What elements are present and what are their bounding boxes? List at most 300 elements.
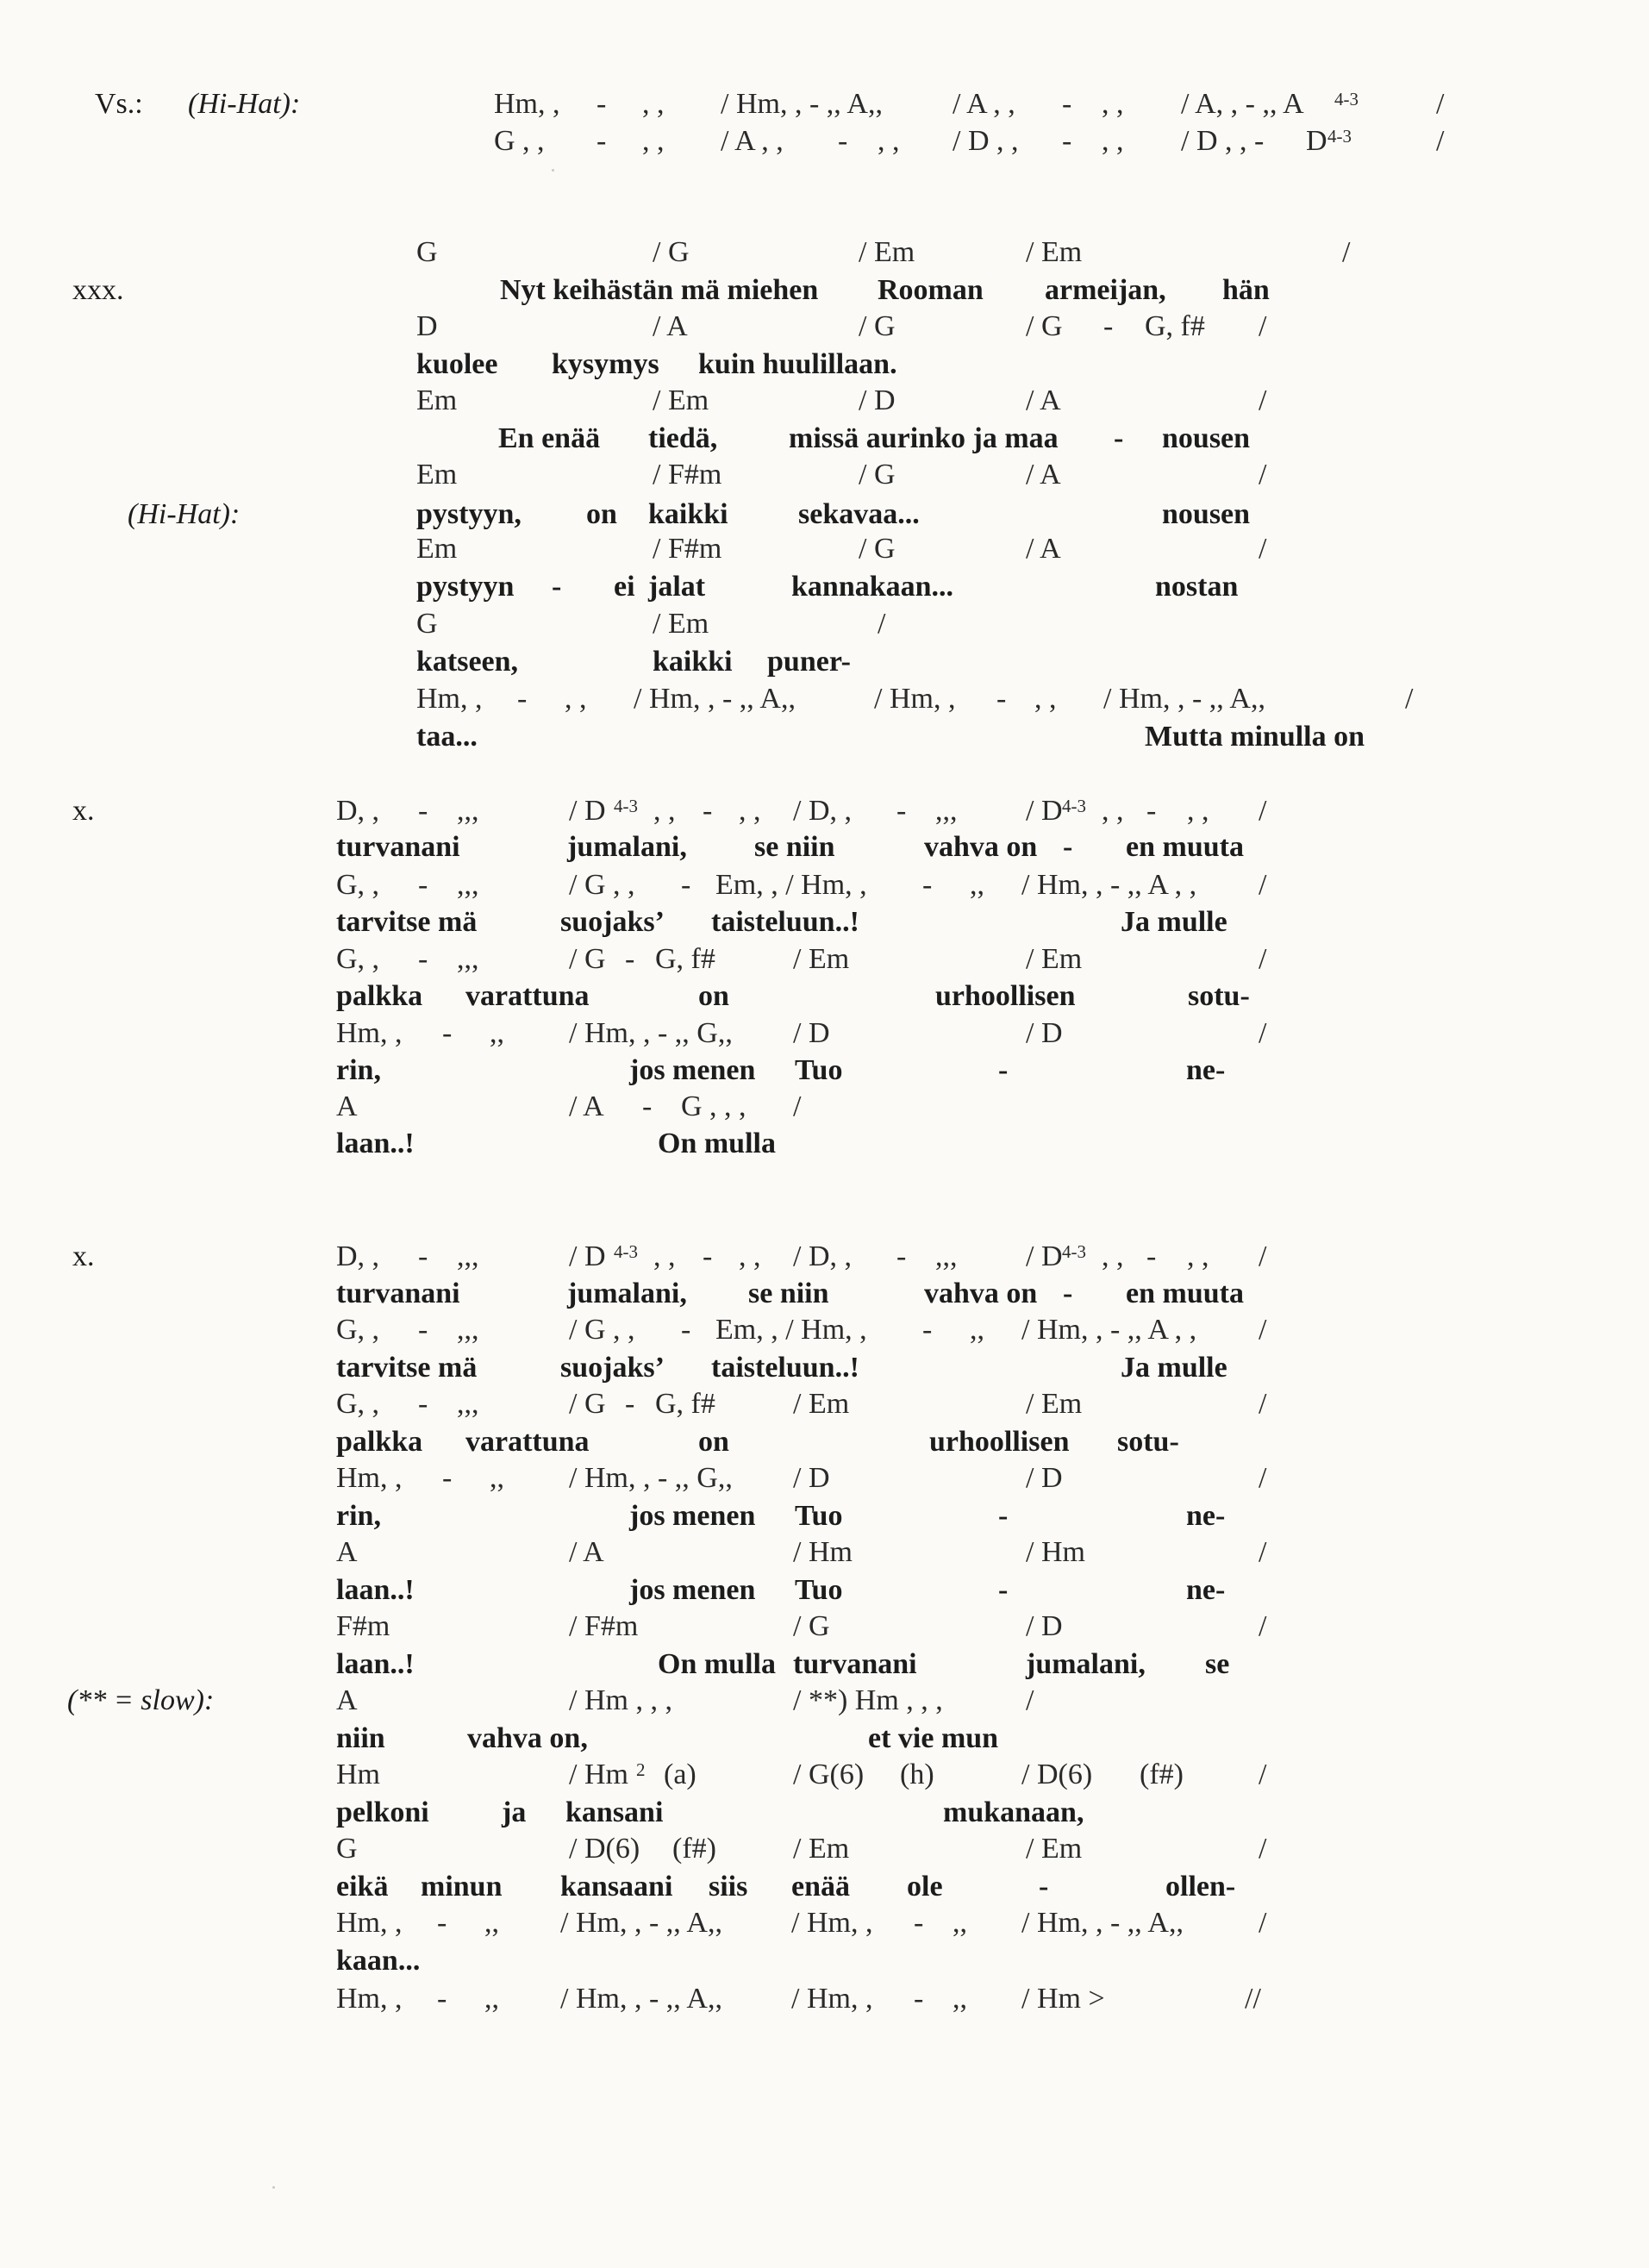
chord: (f#)	[1140, 1759, 1184, 1790]
chord: -	[442, 1462, 453, 1494]
chorus1-lyrics-3	[0, 978, 1649, 1015]
chord: / G(6)	[793, 1759, 865, 1790]
verse3-lyrics-5	[0, 569, 1649, 605]
lyric: ei	[614, 571, 635, 603]
chord: /	[1405, 683, 1414, 715]
lyric: mukanaan,	[943, 1796, 1084, 1828]
chord: /	[1259, 1759, 1267, 1790]
chorus2-lyrics-9	[0, 1869, 1649, 1905]
chord: / Hm, ,	[791, 1983, 873, 2015]
chord: -	[1146, 1240, 1157, 1272]
chord: A	[336, 1090, 358, 1122]
chord-superscript: 4-3	[614, 1241, 638, 1262]
chord: / Hm	[1026, 1536, 1085, 1568]
lyric: urhoollisen	[929, 1426, 1070, 1458]
lyric: urhoollisen	[935, 980, 1076, 1012]
lyric: se niin	[754, 831, 835, 863]
lyric: pelkoni	[336, 1796, 429, 1828]
chord: / Hm, ,	[874, 683, 956, 715]
chord: /	[1259, 384, 1267, 416]
lyric: jumalani,	[567, 831, 687, 863]
lyric: puner-	[767, 646, 851, 678]
chord: Hm, ,	[336, 1462, 403, 1494]
chord: , ,	[653, 1240, 676, 1272]
chord: ,,	[484, 1907, 499, 1939]
chorus1-lyrics-4	[0, 1053, 1649, 1089]
chord: G, ,	[336, 1388, 380, 1420]
chord: ,,	[484, 1983, 499, 2015]
chord: G, ,	[336, 1314, 380, 1346]
chord: -	[437, 1983, 447, 2015]
chord: / Em	[1026, 236, 1083, 268]
lyric: eikä	[336, 1871, 389, 1902]
chord: ,,,	[457, 869, 479, 901]
lyric: en muuta	[1126, 831, 1244, 863]
chord: ,,	[970, 1314, 984, 1346]
chord: -	[996, 683, 1007, 715]
lyric: sotu-	[1117, 1426, 1179, 1458]
chord: D, ,	[336, 1240, 380, 1272]
chord: / **) Hm , , ,	[793, 1684, 943, 1716]
chorus2-label: x.	[72, 1240, 95, 1272]
chord: /	[1436, 88, 1445, 120]
verse3-chords-2	[0, 309, 1649, 345]
chord: / Hm	[569, 1759, 628, 1790]
lyric: on	[698, 1426, 729, 1458]
verse3-lyrics-3	[0, 421, 1649, 457]
lyric: kysymys	[552, 348, 659, 380]
lyric: Mutta minulla on	[1145, 721, 1365, 753]
chord: -	[437, 1907, 447, 1939]
lyric: palkka	[336, 1426, 423, 1458]
chorus2-chords-4	[0, 1460, 1649, 1496]
lyric: rin,	[336, 1500, 381, 1532]
lyric: kansaani	[560, 1871, 673, 1902]
lyric: kaikki	[648, 498, 728, 530]
chord: , ,	[653, 795, 676, 827]
lyric: ja	[502, 1796, 527, 1828]
chord: , ,	[1187, 1240, 1209, 1272]
chorus2-lyrics-8	[0, 1795, 1649, 1831]
lyric: turvanani	[336, 1278, 460, 1309]
chord: / D(6)	[1021, 1759, 1093, 1790]
verse3-hihat-label: (Hi-Hat):	[128, 498, 240, 530]
chord: / G	[1026, 310, 1063, 342]
lyric: En enää	[498, 422, 601, 454]
chord: -	[922, 869, 933, 901]
chord: G	[416, 608, 438, 640]
chord: / F#m	[569, 1610, 639, 1642]
chord: / Hm, , - ,, A,,	[1021, 1907, 1184, 1939]
chord: Hm	[336, 1759, 380, 1790]
chord: / Hm >	[1021, 1983, 1105, 2015]
lyric: jos menen	[629, 1500, 756, 1532]
lyric: niin	[336, 1722, 385, 1754]
chord: , ,	[739, 795, 761, 827]
lyric: ole	[907, 1871, 943, 1902]
chord: / D	[1026, 1017, 1063, 1049]
lyric: sekavaa...	[798, 498, 920, 530]
chorus1-chords-3	[0, 941, 1649, 978]
chord: / G	[859, 310, 896, 342]
chord: -	[896, 795, 907, 827]
chord: , ,	[642, 125, 665, 157]
chord: ,,	[970, 869, 984, 901]
chord: / G	[569, 943, 606, 975]
chord: / G	[793, 1610, 830, 1642]
chord: / G	[653, 236, 690, 268]
chord: / D , , -	[1181, 125, 1265, 157]
chord: (h)	[900, 1759, 934, 1790]
chord: -	[418, 869, 428, 901]
chorus2-chords-3	[0, 1386, 1649, 1422]
chord: ,,	[953, 1983, 967, 2015]
lyric: taa...	[416, 721, 478, 753]
lyric: Tuo	[795, 1054, 843, 1086]
chord: ,,	[953, 1907, 967, 1939]
chord: G, f#	[655, 943, 715, 975]
chord: -	[418, 1240, 428, 1272]
chord: / Em	[1026, 1833, 1083, 1865]
chord: -	[922, 1314, 933, 1346]
chord: Em	[416, 384, 458, 416]
intro-chord-row-2	[0, 123, 1649, 159]
chord: , ,	[739, 1240, 761, 1272]
chord: F#m	[336, 1610, 390, 1642]
lyric: nousen	[1162, 498, 1251, 530]
chord: / A	[1026, 384, 1061, 416]
chord: / Hm, , - ,, G,,	[569, 1017, 733, 1049]
lyric: katseen,	[416, 646, 519, 678]
lyric: ne-	[1186, 1500, 1226, 1532]
chord: / G , ,	[569, 869, 635, 901]
verse3-chords-4	[0, 457, 1649, 493]
chord: /	[1259, 1314, 1267, 1346]
chord: Em, , / Hm, ,	[715, 869, 867, 901]
chord: / D	[1026, 1240, 1063, 1272]
chord: ,,,	[457, 1240, 479, 1272]
chord: /	[1259, 1462, 1267, 1494]
chord: ,,	[490, 1017, 504, 1049]
chord: ,,	[490, 1462, 504, 1494]
lyric: se	[1205, 1648, 1230, 1680]
lyric: kaikki	[653, 646, 733, 678]
lyric: laan..!	[336, 1648, 415, 1680]
chord: (a)	[664, 1759, 696, 1790]
chord: /	[1026, 1684, 1034, 1716]
lyric: jumalani,	[1026, 1648, 1146, 1680]
lyric: ne-	[1186, 1054, 1226, 1086]
chord: / Em	[1026, 1388, 1083, 1420]
lyric: minun	[421, 1871, 503, 1902]
lyric: ollen-	[1165, 1871, 1236, 1902]
chorus2-lyrics-1	[0, 1276, 1649, 1312]
lyric: jalat	[648, 571, 706, 603]
lyric: Nyt keihästän mä miehen	[500, 274, 819, 306]
chord: /	[1259, 1833, 1267, 1865]
chord: ,,,	[457, 1314, 479, 1346]
lyric: kuolee	[416, 348, 498, 380]
lyric: -	[998, 1054, 1009, 1086]
chord-superscript: 2	[636, 1759, 646, 1780]
verse3-lyrics-7	[0, 719, 1649, 755]
chord: G, ,	[336, 943, 380, 975]
chord: / Hm, , - ,, A,,	[634, 683, 796, 715]
chord: , ,	[565, 683, 587, 715]
chorus1-chords-1	[0, 793, 1649, 829]
verse3-chords-5	[0, 531, 1649, 567]
chord: / Hm, , - ,, A,,	[721, 88, 883, 120]
chord: /	[1259, 310, 1267, 342]
lyric: Ja mulle	[1121, 1352, 1227, 1384]
chord: /	[1436, 125, 1445, 157]
chord: /	[1259, 795, 1267, 827]
lyric: en muuta	[1126, 1278, 1244, 1309]
lyric: -	[552, 571, 562, 603]
lyric: -	[1114, 422, 1124, 454]
lyric: laan..!	[336, 1128, 415, 1159]
chord-superscript: 4-3	[614, 796, 638, 816]
lyric: jos menen	[629, 1054, 756, 1086]
chord: -	[1146, 795, 1157, 827]
lyric: Rooman	[878, 274, 984, 306]
chorus1-chords-5	[0, 1089, 1649, 1125]
chord: -	[896, 1240, 907, 1272]
chord: Hm, ,	[336, 1017, 403, 1049]
lyric: et vie mun	[868, 1722, 999, 1754]
verse3-lyrics-2	[0, 347, 1649, 383]
chorus2-chords-9	[0, 1831, 1649, 1867]
chord: / A	[569, 1090, 604, 1122]
chord: / Em	[1026, 943, 1083, 975]
chord: / Em	[793, 1388, 850, 1420]
chord: / A	[1026, 459, 1061, 490]
chord: G , , ,	[681, 1090, 746, 1122]
chord: G, f#	[655, 1388, 715, 1420]
lyric: suojaks’	[560, 1352, 665, 1384]
lyric: -	[998, 1574, 1009, 1606]
chord: -	[703, 795, 713, 827]
chord-superscript: 4-3	[1334, 89, 1359, 109]
chord: / G	[859, 533, 896, 565]
lyric: -	[1063, 1278, 1073, 1309]
lyric: hän	[1222, 274, 1270, 306]
chord: ,,,	[457, 795, 479, 827]
chord: -	[517, 683, 528, 715]
chord: Em	[416, 459, 458, 490]
chord: ,,,	[935, 1240, 958, 1272]
chord: / G	[859, 459, 896, 490]
chord: , ,	[1102, 795, 1124, 827]
chord: -	[597, 125, 607, 157]
chord: -	[597, 88, 607, 120]
chord: D, ,	[336, 795, 380, 827]
lyric: pystyyn	[416, 571, 515, 603]
chord: -	[642, 1090, 653, 1122]
chord: / D	[1026, 795, 1063, 827]
lyric: tarvitse mä	[336, 1352, 478, 1384]
verse3-chords-3	[0, 383, 1649, 419]
lyric: suojaks’	[560, 906, 665, 938]
verse3-lyrics-4	[0, 497, 1649, 533]
lyric: tarvitse mä	[336, 906, 478, 938]
chord: / A	[653, 310, 688, 342]
chord: /	[1259, 1610, 1267, 1642]
lyric: nostan	[1155, 571, 1239, 603]
chord: / Hm, , - ,, A , ,	[1021, 1314, 1197, 1346]
lyric: Ja mulle	[1121, 906, 1227, 938]
chord: , ,	[642, 88, 665, 120]
chord: G, f#	[1145, 310, 1205, 342]
scan-speck	[552, 169, 554, 172]
chorus2-chords-11	[0, 1981, 1649, 2017]
chord: / Hm , , ,	[569, 1684, 672, 1716]
lyric: jumalani,	[567, 1278, 687, 1309]
lyric: palkka	[336, 980, 423, 1012]
chord: , ,	[1102, 1240, 1124, 1272]
chord: / D	[1026, 1610, 1063, 1642]
chord: G, ,	[336, 869, 380, 901]
verse3-lyrics-1	[0, 272, 1649, 309]
chord: , ,	[878, 125, 900, 157]
chorus2-slow-label: (** = slow):	[67, 1684, 215, 1716]
chord: , ,	[1102, 125, 1124, 157]
lyric: se niin	[748, 1278, 829, 1309]
intro-label: Vs.:	[95, 88, 143, 120]
chord: Em	[416, 533, 458, 565]
chord: /	[1259, 1536, 1267, 1568]
lyric: sotu-	[1188, 980, 1250, 1012]
chord: -	[1062, 125, 1072, 157]
lyric: armeijan,	[1045, 274, 1166, 306]
chord: / G	[569, 1388, 606, 1420]
lyric: enää	[791, 1871, 850, 1902]
chord: , ,	[1187, 795, 1209, 827]
lyric: turvanani	[793, 1648, 917, 1680]
chord: -	[838, 125, 848, 157]
chord: /	[1259, 1017, 1267, 1049]
chord: / Em	[793, 1833, 850, 1865]
chord: / Em	[653, 384, 709, 416]
lyric: on	[586, 498, 617, 530]
lyric: vahva on	[924, 831, 1038, 863]
chord: ,,,	[457, 1388, 479, 1420]
chorus1-lyrics-5	[0, 1126, 1649, 1162]
verse3-label: xxx.	[72, 274, 124, 306]
lyric: vahva on	[924, 1278, 1038, 1309]
chord: /	[878, 608, 886, 640]
chord: / Hm, , - ,, G,,	[569, 1462, 733, 1494]
chord: /	[1259, 459, 1267, 490]
chord: -	[418, 795, 428, 827]
chord: / Em	[859, 236, 915, 268]
chord: /	[1342, 236, 1351, 268]
chord: G	[336, 1833, 358, 1865]
lyric: On mulla	[658, 1648, 776, 1680]
chord: / D	[793, 1017, 830, 1049]
chord: / D	[569, 795, 606, 827]
chord: -	[681, 1314, 691, 1346]
chord: / D , ,	[953, 125, 1019, 157]
chord: -	[418, 943, 428, 975]
verse3-chords-7	[0, 681, 1649, 717]
chord: / D	[1026, 1462, 1063, 1494]
lyric: kansani	[565, 1796, 664, 1828]
verse3-lyrics-6	[0, 644, 1649, 680]
chord: -	[703, 1240, 713, 1272]
lyric: siis	[709, 1871, 748, 1902]
chord: / Hm, , - ,, A,,	[560, 1907, 722, 1939]
lyric: taisteluun..!	[711, 1352, 859, 1384]
lyric: jos menen	[629, 1574, 756, 1606]
chord: / Hm, ,	[791, 1907, 873, 1939]
lyric: missä aurinko ja maa	[789, 422, 1059, 454]
lyric: pystyyn,	[416, 498, 522, 530]
chord: Hm, ,	[494, 88, 560, 120]
lyric: varattuna	[465, 1426, 590, 1458]
lyric: kannakaan...	[791, 571, 954, 603]
chord: / Em	[653, 608, 709, 640]
chord: Hm, ,	[336, 1983, 403, 2015]
lyric: -	[998, 1500, 1009, 1532]
chorus2-chords-6	[0, 1609, 1649, 1645]
chord: / F#m	[653, 459, 722, 490]
chord: / D, ,	[793, 795, 852, 827]
chord: /	[793, 1090, 802, 1122]
verse3-chords-6	[0, 606, 1649, 642]
chorus2-chords-7	[0, 1683, 1649, 1719]
chord: / D(6)	[569, 1833, 640, 1865]
chord: Hm, ,	[336, 1907, 403, 1939]
lyric: taisteluun..!	[711, 906, 859, 938]
chord: /	[1259, 943, 1267, 975]
chord: -	[625, 1388, 635, 1420]
chord: / D	[859, 384, 896, 416]
lyric: Tuo	[795, 1574, 843, 1606]
chord: /	[1259, 1388, 1267, 1420]
chorus2-lyrics-5	[0, 1572, 1649, 1609]
chord: A	[336, 1684, 358, 1716]
lyric: Tuo	[795, 1500, 843, 1532]
chorus1-label: x.	[72, 795, 95, 827]
chorus2-lyrics-6	[0, 1646, 1649, 1683]
chord: -	[625, 943, 635, 975]
chord: / Hm	[793, 1536, 853, 1568]
chorus2-chords-8	[0, 1757, 1649, 1793]
chord: -	[442, 1017, 453, 1049]
chord: / Em	[793, 943, 850, 975]
chord: / Hm, , - ,, A,,	[1103, 683, 1265, 715]
chord: / D	[793, 1462, 830, 1494]
chord: /	[1259, 1240, 1267, 1272]
chord: / A	[1026, 533, 1061, 565]
chorus2-chords-5	[0, 1534, 1649, 1571]
chorus1-lyrics-2	[0, 904, 1649, 940]
chord: / D	[569, 1240, 606, 1272]
chorus2-chords-2	[0, 1312, 1649, 1348]
chord: / Hm, , - ,, A,,	[560, 1983, 722, 2015]
lyric: ne-	[1186, 1574, 1226, 1606]
lyric: vahva on,	[467, 1722, 588, 1754]
chord: G , ,	[494, 125, 545, 157]
intro-hihat-label: (Hi-Hat):	[188, 88, 301, 120]
verse3-chords-1	[0, 234, 1649, 271]
chord: / A	[569, 1536, 604, 1568]
chorus2-lyrics-10	[0, 1943, 1649, 1979]
chord: /	[1259, 533, 1267, 565]
chord: /	[1259, 1907, 1267, 1939]
lyric: -	[1039, 1871, 1049, 1902]
